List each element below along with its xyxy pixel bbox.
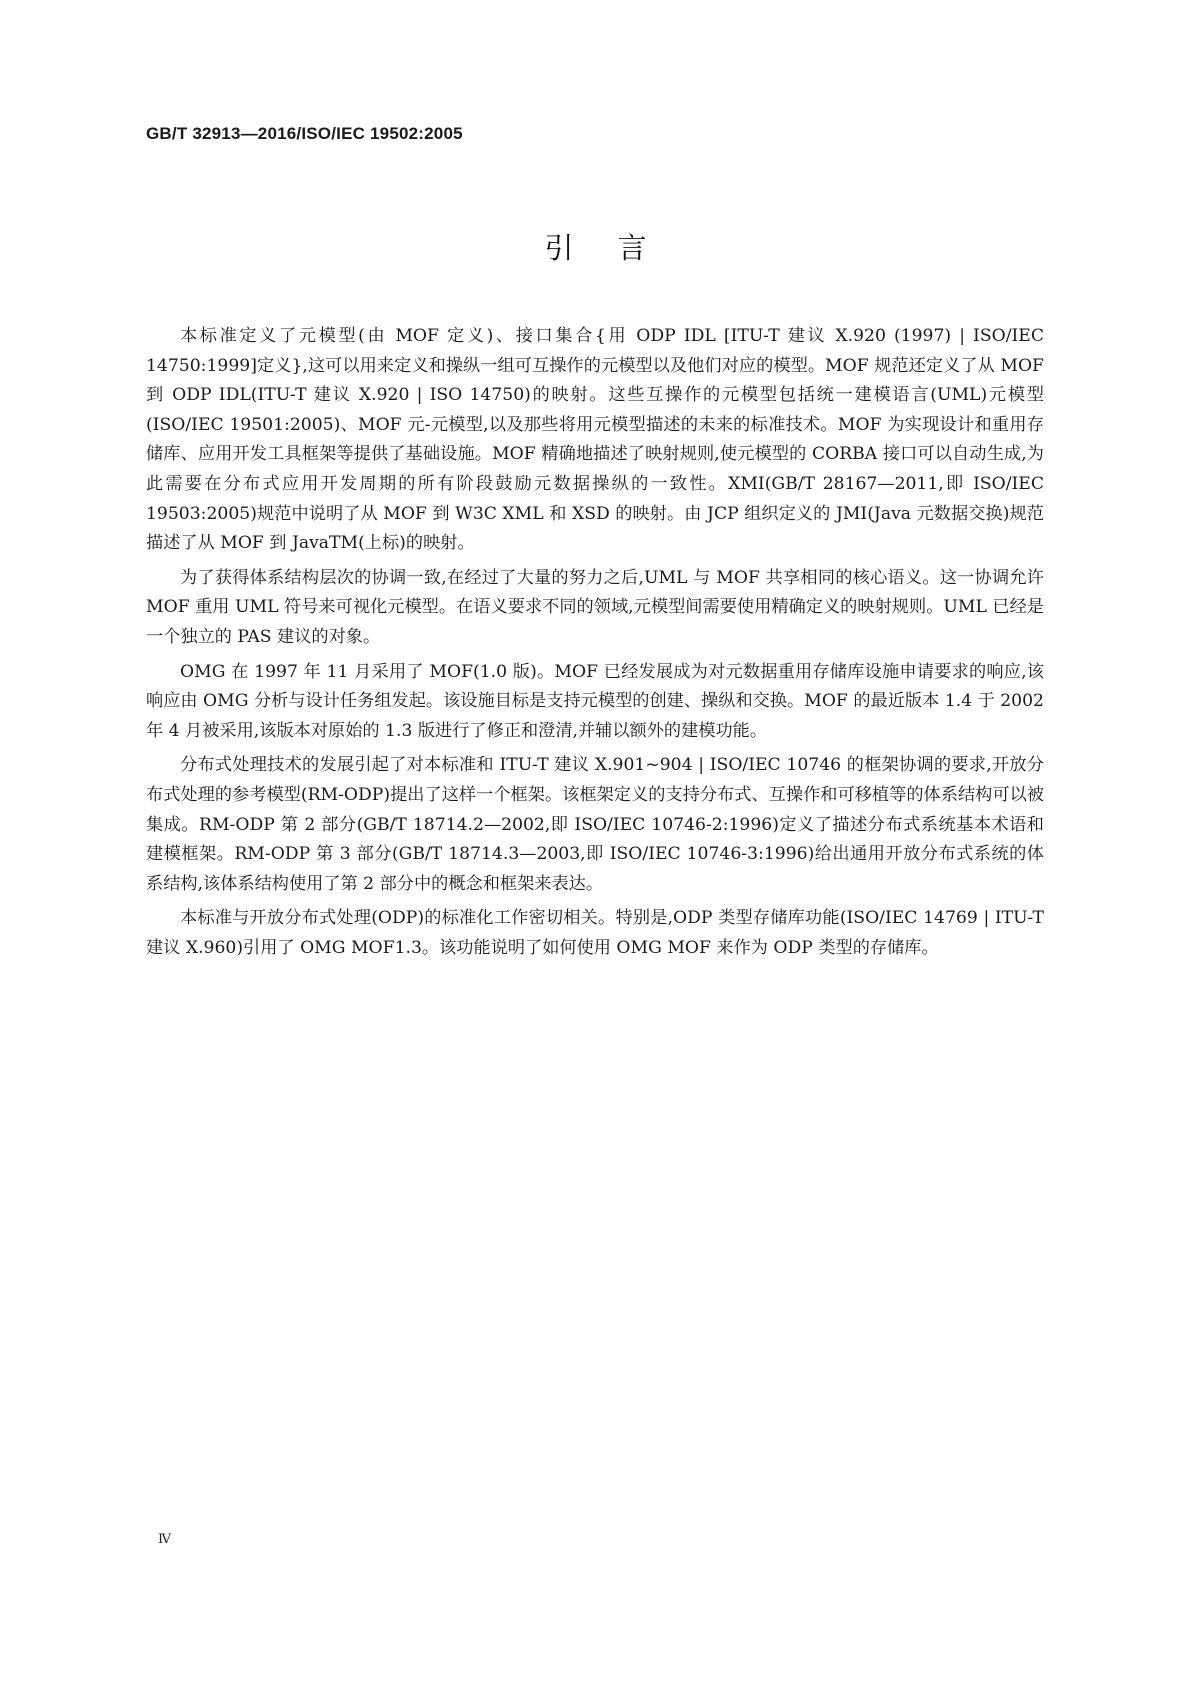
paragraph-1: 本标准定义了元模型(由 MOF 定义)、接口集合{用 ODP IDL [ITU-T 建议 X.920 (1997) | ISO/IEC 14750:1999]定义},这可以用来定义和操纵一组可互操作的元模型以及他们对应的模型。MOF 规范还定义了从 MOF 到 ODP IDL(ITU-T 建议 X.920 | ISO 14750)的映射。这些互操作的元模型包括统一建模语言(UML)元模型(ISO/IEC 19501:2005)、MOF 元-元模型,以及那些将用元模型描述的未来的标准技术。MOF 为实现设计和重用存储库、应用开发工具框架等提供了基础设施。MOF 精确地描述了映射规则,使元模型的 CORBA 接口可以自动生成,为此需要在分布式应用开发周期的所有阶段鼓励元数据操纵的一致性。XMI(GB/T 28167—2011,即 ISO/IEC 19503:2005)规范中说明了从 MOF 到 W3C XML 和 XSD 的映射。由 JCP 组织定义的 JMI(Java 元数据交换)规范描述了从 MOF 到 JavaTM(上标)的映射。 bbox=[146, 326, 1044, 554]
paragraph-3: OMG 在 1997 年 11 月采用了 MOF(1.0 版)。MOF 已经发展成为对元数据重用存储库设施申请要求的响应,该响应由 OMG 分析与设计任务组发起。该设施目标是支持元模型的创建、操纵和交换。MOF 的最近版本 1.4 于 2002 年 4 月被采用,该版本对原始的 1.3 版进行了修正和澄清,并辅以额外的建模功能。 bbox=[146, 661, 1044, 741]
paragraph-4: 分布式处理技术的发展引起了对本标准和 ITU-T 建议 X.901~904 | ISO/IEC 10746 的框架协调的要求,开放分布式处理的参考模型(RM-ODP)提出了这样一个框架。该框架定义的支持分布式、互操作和可移植等的体系结构可以被集成。RM-ODP 第 2 部分(GB/T 18714.2—2002,即 ISO/IEC 10746-2:1996)定义了描述分布式系统基本术语和建模框架。RM-ODP 第 3 部分(GB/T 18714.3—2003,即 ISO/IEC 10746-3:1996)给出通用开放分布式系统的体系结构,该体系结构使用了第 2 部分中的概念和框架来表达。 bbox=[146, 755, 1044, 894]
paragraph-5: 本标准与开放分布式处理(ODP)的标准化工作密切相关。特别是,ODP 类型存储库功能(ISO/IEC 14769 | ITU-T 建议 X.960)引用了 OMG MOF1.3。该功能说明了如何使用 OMG MOF 来作为 ODP 类型的存储库。 bbox=[146, 908, 1044, 958]
body-text bbox=[146, 322, 1044, 968]
paragraph-2: 为了获得体系结构层次的协调一致,在经过了大量的努力之后,UML 与 MOF 共享相同的核心语义。这一协调允许 MOF 重用 UML 符号来可视化元模型。在语义要求不同的领域,元模型间需要使用精确定义的映射规则。UML 已经是一个独立的 PAS 建议的对象。 bbox=[146, 567, 1044, 647]
page-number: Ⅳ bbox=[158, 1532, 171, 1547]
page-title: 引言 bbox=[544, 231, 691, 265]
standard-number: GB/T 32913—2016/ISO/IEC 19502:2005 bbox=[146, 124, 463, 143]
